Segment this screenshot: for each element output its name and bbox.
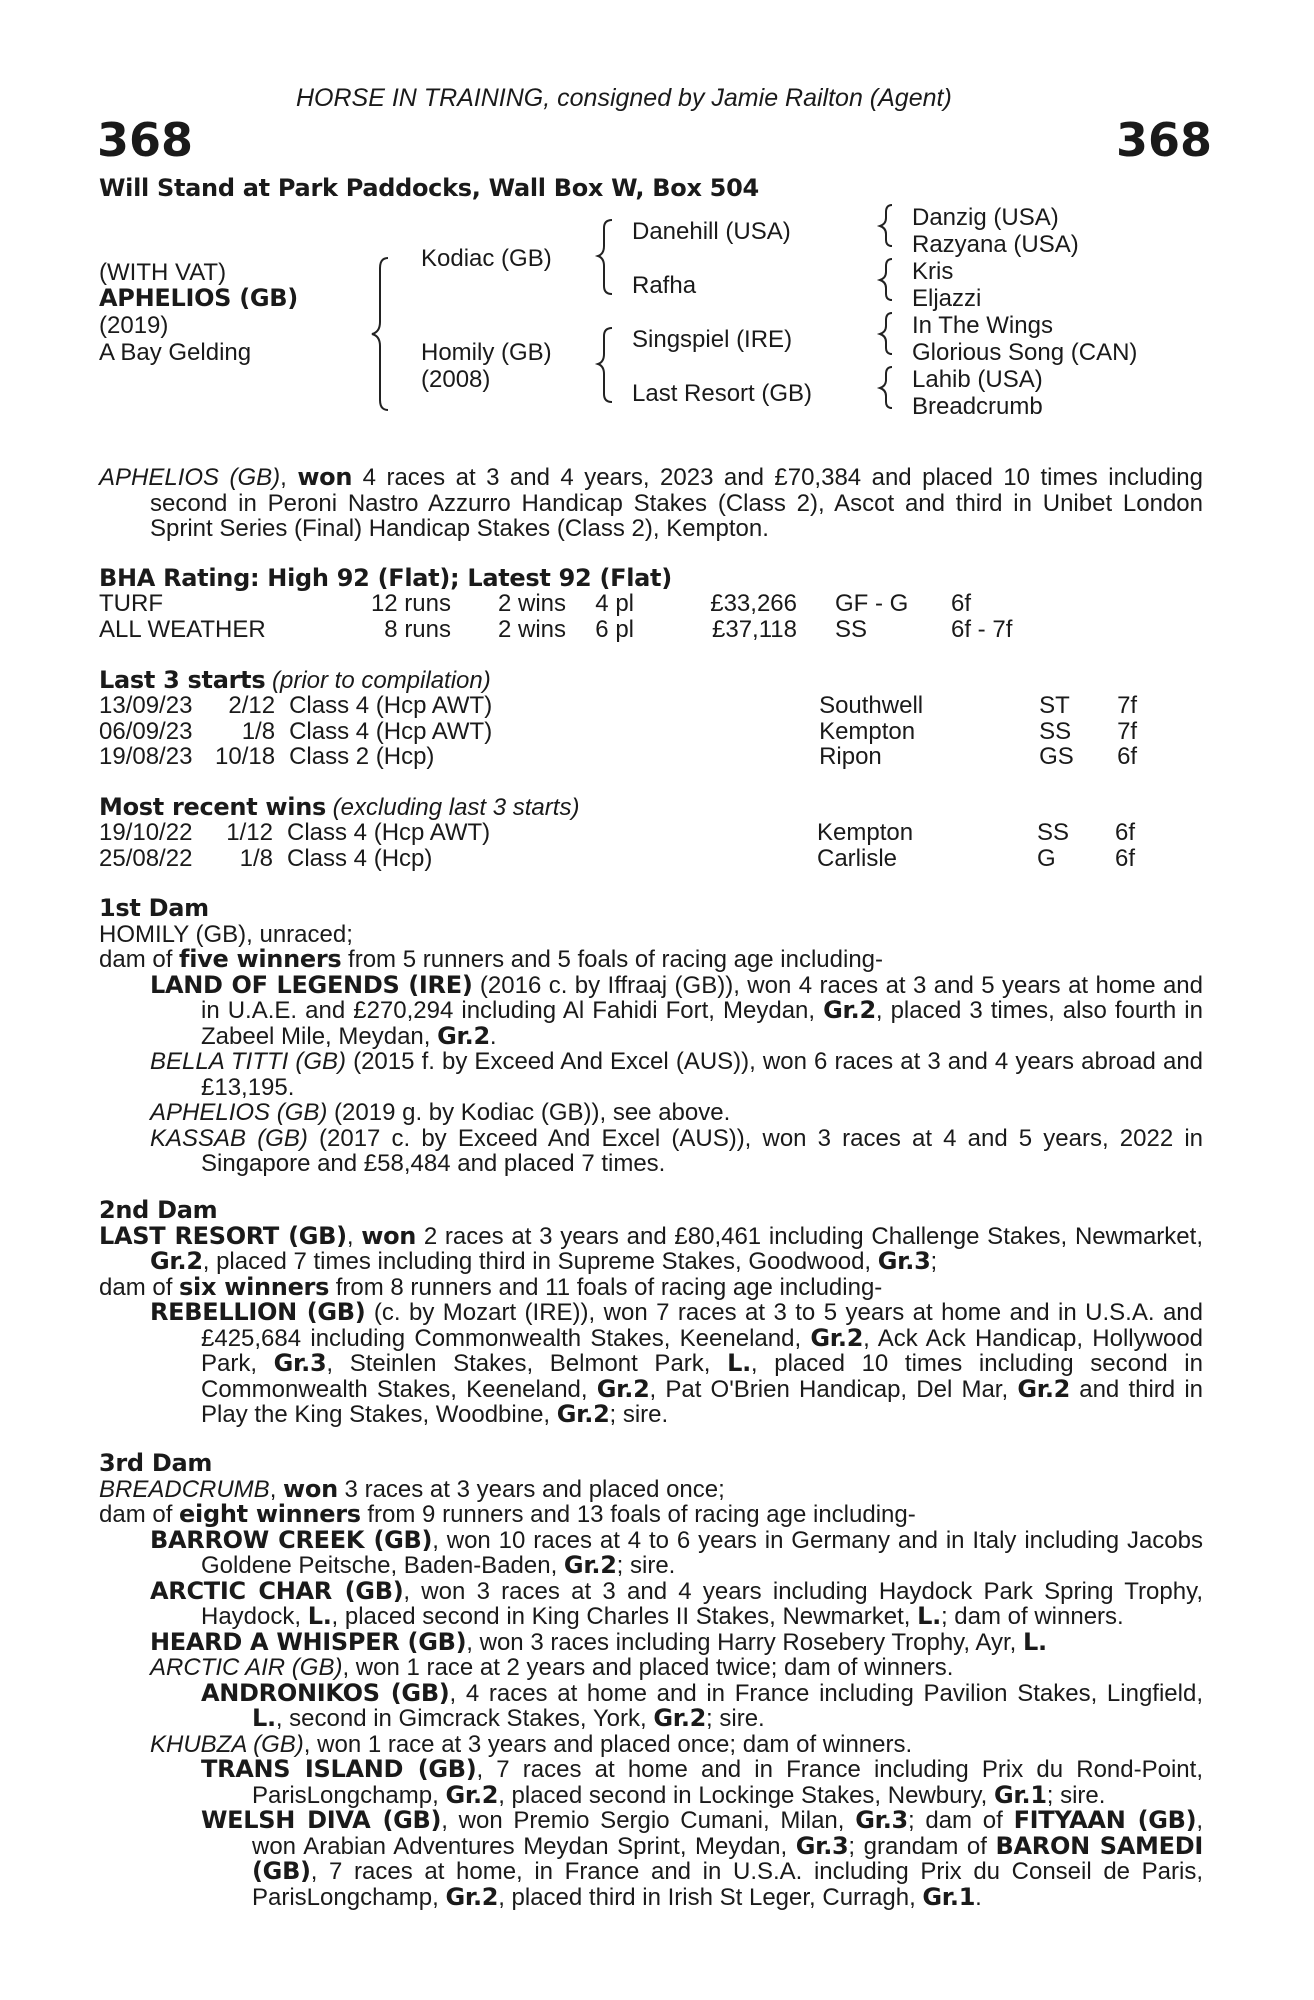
- t: six winners: [179, 1272, 330, 1301]
- t: BELLA TITTI (GB): [150, 1048, 346, 1075]
- t: ,: [346, 1222, 362, 1250]
- stat-wins: 2 wins: [497, 615, 566, 643]
- pedigree-sire: Kodiac (GB): [421, 245, 552, 272]
- t: WELSH DIVA (GB): [201, 1806, 442, 1834]
- pedigree-sire-dam: Rafha: [632, 272, 697, 299]
- win-date: 25/08/22: [99, 844, 193, 872]
- t: , placed second in Lockinge Stakes, Newbury,: [498, 1781, 995, 1809]
- stat-runs: 12 runs: [370, 590, 451, 617]
- t: Gr.2: [823, 996, 876, 1024]
- stat-placed: 4 pl: [595, 590, 634, 617]
- brace-g2: [880, 259, 892, 300]
- t: won: [361, 1221, 417, 1250]
- progeny-khubza: [150, 1732, 1203, 1758]
- brace-dam: [598, 328, 612, 402]
- t: REBELLION (GB): [150, 1298, 366, 1326]
- start-date: 19/08/23: [99, 743, 193, 770]
- t: Gr.2: [1017, 1374, 1071, 1403]
- win-going: G: [1037, 844, 1056, 872]
- win-going: SS: [1037, 819, 1070, 846]
- pedigree-gg-5: In The Wings: [912, 312, 1053, 339]
- t: (2016 c. by Iffraaj (GB)), won 4 races at 3 and 5 years at home and in U.A.E. and £270,294 including Al Fahidi Fort, Meydan,: [201, 971, 1204, 1024]
- first-dam-name: HOMILY (GB), unraced;: [99, 920, 353, 948]
- stat-placed: 6 pl: [595, 615, 634, 643]
- horse-year: (2019): [99, 312, 169, 339]
- t: FITYAAN (GB): [1013, 1806, 1197, 1834]
- stat-runs: 8 runs: [384, 615, 451, 643]
- summary-horse-name: APHELIOS (GB): [99, 464, 281, 491]
- t: , Steinlen Stakes, Belmont Park,: [326, 1350, 728, 1377]
- second-dam-section: [99, 1198, 1203, 1428]
- first-dam-produce: [99, 947, 1203, 973]
- win-distance: 6f: [1115, 844, 1136, 872]
- start-date: 06/09/23: [99, 717, 193, 745]
- t: (c. by Mozart (IRE)), won 7 races at 3 to 5 years at home and in U.S.A. and £425,684 including Commonwealth Stakes, Keeneland,: [201, 1299, 1203, 1352]
- win-race: Class 4 (Hcp AWT): [287, 819, 491, 846]
- stat-surface: TURF: [99, 590, 163, 617]
- t: TRANS ISLAND (GB): [201, 1755, 477, 1783]
- vat-label: (WITH VAT): [99, 259, 227, 286]
- pedigree-gg-7: Lahib (USA): [912, 366, 1043, 393]
- stat-surface: ALL WEATHER: [99, 615, 266, 643]
- t: ; sire.: [609, 1401, 669, 1428]
- lot-number-right: 368: [1116, 113, 1213, 167]
- t: won: [283, 1474, 338, 1503]
- win-row: [99, 820, 1135, 846]
- brace-g4: [880, 367, 892, 408]
- start-race: Class 4 (Hcp AWT): [289, 692, 493, 719]
- t: dam of: [99, 946, 180, 973]
- start-going: SS: [1039, 717, 1072, 745]
- t: ARCTIC CHAR (GB): [150, 1576, 404, 1605]
- progeny-andronikos: [201, 1678, 1203, 1732]
- second-dam-produce: [99, 1272, 1203, 1301]
- pedigree-gg-2: Razyana (USA): [912, 231, 1079, 258]
- progeny-bella-titti: [150, 1049, 1203, 1100]
- pedigree-dam-sire: Singspiel (IRE): [632, 326, 793, 353]
- t: ,: [269, 1475, 284, 1503]
- t: Gr.2: [810, 1323, 864, 1352]
- t: Gr.3: [273, 1349, 327, 1377]
- start-date: 13/09/23: [99, 692, 193, 719]
- t: Gr.2: [445, 1780, 499, 1809]
- t: Gr.2: [563, 1551, 617, 1579]
- last3-table: [99, 693, 1137, 770]
- t: Gr.2: [437, 1021, 490, 1050]
- progeny-rebellion: [150, 1300, 1203, 1428]
- t: , Ack Ack Handicap, Hollywood Park,: [201, 1324, 1204, 1377]
- t: LAST RESORT (GB): [99, 1221, 347, 1250]
- t: , second in Gimcrack Stakes, York,: [275, 1705, 654, 1732]
- win-row: [99, 846, 1135, 872]
- t: APHELIOS (GB): [150, 1099, 328, 1126]
- t: from 8 runners and 11 foals of racing age including-: [329, 1273, 883, 1301]
- start-row: [99, 693, 1137, 719]
- t: Gr.2: [556, 1400, 610, 1428]
- progeny-arctic-char: [150, 1576, 1203, 1630]
- summary-won: won: [297, 463, 353, 491]
- t: ; sire.: [1046, 1781, 1106, 1809]
- bha-rating-heading: BHA Rating: High 92 (Flat); Latest 92 (Flat): [99, 564, 672, 592]
- t: ; sire.: [706, 1705, 765, 1732]
- t: from 9 runners and 13 foals of racing age including-: [360, 1501, 916, 1528]
- start-course: Kempton: [819, 717, 916, 745]
- start-position: 10/18: [215, 743, 276, 770]
- second-dam-heading: 2nd Dam: [99, 1196, 218, 1224]
- start-race: Class 4 (Hcp AWT): [289, 717, 493, 745]
- t: , won 10 races at 4 to 6 years in Germany and in Italy including Jacobs Goldene Peitsche, Baden-Baden,: [201, 1526, 1203, 1579]
- t: Gr.3: [877, 1247, 931, 1275]
- progeny-arctic-air: [150, 1655, 1203, 1681]
- t: , won 3 races at 3 and 4 years including Haydock Park Spring Trophy, Haydock,: [201, 1577, 1203, 1630]
- start-position: 2/12: [228, 692, 276, 719]
- t: eight winners: [179, 1500, 361, 1528]
- last3-note: (prior to compilation): [271, 667, 491, 694]
- first-dam-heading: 1st Dam: [99, 894, 209, 922]
- last3-heading: [99, 668, 491, 694]
- stats-row-all-weather: [99, 617, 1012, 643]
- brace-g3: [880, 313, 892, 354]
- progeny-aphelios: [150, 1100, 1203, 1126]
- t: and third in Play the King Stakes, Woodbine,: [201, 1375, 1204, 1428]
- t: ANDRONIKOS (GB): [201, 1678, 450, 1707]
- t: Gr.2: [150, 1247, 203, 1275]
- start-row: [99, 744, 1137, 770]
- stat-prize: £37,118: [712, 615, 797, 643]
- third-dam-record: [99, 1474, 1203, 1503]
- t: , placed third in Irish St Leger, Curragh,: [498, 1883, 923, 1911]
- pedigree-gg-1: Danzig (USA): [912, 204, 1059, 231]
- t: (2015 f. by Exceed And Excel (AUS)), won 6 races at 3 and 4 years abroad and £13,195.: [201, 1048, 1204, 1101]
- t: .: [489, 1022, 497, 1050]
- third-dam-section: [99, 1451, 1203, 1910]
- progeny-land-of-legends: [150, 970, 1204, 1050]
- t: ; sire.: [616, 1552, 676, 1579]
- t: BARON SAMEDI (GB): [252, 1831, 1203, 1885]
- last3-title: Last 3 starts: [99, 666, 266, 694]
- brace-g1: [880, 205, 892, 246]
- stat-prize: £33,266: [710, 590, 797, 617]
- horse-name: APHELIOS (GB): [99, 284, 298, 312]
- t: dam of: [99, 1501, 180, 1528]
- t: 3 races at 3 years and placed once;: [337, 1475, 725, 1503]
- stat-wins: 2 wins: [497, 590, 566, 617]
- summary-text: 4 races at 3 and 4 years, 2023 and £70,384 and placed 10 times including second in Peroni Nastro Azzurro Handicap Stakes (Class 2), Ascot and third in Unibet London Sprint Series (Final) Handicap Stakes (Class 2), Kempton.: [150, 464, 1203, 542]
- t: KHUBZA (GB): [150, 1730, 304, 1758]
- t: (2017 c. by Exceed And Excel (AUS)), won 3 races at 4 and 5 years, 2022 in Singapore and £58,484 and placed 7 times.: [201, 1124, 1204, 1177]
- first-dam-section: [99, 896, 1203, 1177]
- lot-number-left: 368: [97, 113, 194, 167]
- t: L.: [252, 1704, 276, 1732]
- horse-description: A Bay Gelding: [99, 339, 252, 366]
- page-header-title: HORSE IN TRAINING, consigned by Jamie Railton (Agent): [296, 84, 952, 112]
- t: .: [975, 1883, 982, 1911]
- brace-main: [372, 258, 388, 410]
- t: , placed second in King Charles II Stakes, Newmarket,: [331, 1603, 918, 1630]
- t: dam of: [99, 1273, 180, 1301]
- bha-stats-table: [99, 591, 1012, 642]
- start-position: 1/8: [241, 717, 276, 745]
- race-summary: APHELIOS (GB), won 4 races at 3 and 4 years, 2023 and £70,384 and placed 10 times including second in Peroni Nastro Azzurro Handicap Stakes (Class 2), Ascot and third in Unibet London Sprint Series (Final) Handicap Stakes (Class 2), Kempton.: [99, 463, 1203, 542]
- stand-location: Will Stand at Park Paddocks, Wall Box W, Box 504: [99, 174, 759, 202]
- t: five winners: [179, 945, 342, 973]
- stat-going: SS: [835, 615, 868, 643]
- t: from 5 runners and 5 foals of racing age including-: [341, 946, 884, 973]
- t: KASSAB (GB): [150, 1124, 308, 1152]
- t: , placed 10 times including second in Commonwealth Stakes, Keeneland,: [201, 1350, 1203, 1403]
- t: L.: [727, 1349, 751, 1377]
- win-date: 19/10/22: [99, 819, 193, 846]
- start-row: [99, 719, 1137, 745]
- recent-note: (excluding last 3 starts): [332, 794, 580, 821]
- start-distance: 7f: [1117, 717, 1138, 745]
- pedigree-sire-sire: Danehill (USA): [632, 218, 791, 245]
- win-race: Class 4 (Hcp): [287, 844, 433, 872]
- t: L.: [1022, 1627, 1047, 1656]
- t: L.: [307, 1602, 332, 1630]
- t: , placed 7 times including third in Supreme Stakes, Goodwood,: [202, 1248, 878, 1275]
- progeny-barrow-creek: [150, 1525, 1203, 1579]
- t: , 4 races at home and in France including Pavilion Stakes, Lingfield,: [449, 1679, 1203, 1707]
- start-going: ST: [1039, 692, 1070, 719]
- brace-sire: [598, 220, 612, 294]
- progeny-trans-island: [201, 1757, 1203, 1808]
- t: L.: [917, 1602, 941, 1630]
- pedigree-dam: Homily (GB): [421, 339, 552, 366]
- t: , 7 races at home, in France and in U.S.A. including Prix du Conseil de Paris, ParisLongchamp,: [252, 1858, 1203, 1911]
- start-distance: 7f: [1117, 692, 1138, 719]
- win-course: Kempton: [817, 819, 914, 846]
- t: LAND OF LEGENDS (IRE): [150, 970, 473, 999]
- third-dam-produce: [99, 1502, 1203, 1528]
- start-distance: 6f: [1117, 743, 1138, 770]
- t: Gr.2: [445, 1882, 499, 1911]
- third-dam-heading: 3rd Dam: [99, 1449, 213, 1477]
- pedigree-dam-dam: Last Resort (GB): [632, 380, 813, 407]
- t: ;: [930, 1248, 938, 1275]
- start-race: Class 2 (Hcp): [289, 743, 435, 770]
- pedigree-gg-6: Glorious Song (CAN): [912, 339, 1138, 366]
- pedigree-gg-4: Eljazzi: [912, 285, 982, 312]
- win-course: Carlisle: [817, 844, 898, 872]
- t: ARCTIC AIR (GB): [150, 1654, 343, 1681]
- pedigree-dam-year: (2008): [421, 366, 491, 393]
- win-distance: 6f: [1115, 819, 1136, 846]
- start-going: GS: [1039, 743, 1074, 770]
- t: HEARD A WHISPER (GB): [150, 1627, 467, 1656]
- t: BARROW CREEK (GB): [150, 1525, 433, 1554]
- win-position: 1/8: [239, 844, 273, 872]
- t: (2019 g. by Kodiac (GB)), see above.: [327, 1099, 731, 1126]
- t: ; grandam of: [848, 1832, 996, 1860]
- t: BREADCRUMB: [99, 1475, 270, 1503]
- recent-title: Most recent wins: [99, 793, 326, 821]
- t: Gr.1: [994, 1780, 1047, 1809]
- t: , won Premio Sergio Cumani, Milan,: [441, 1807, 856, 1834]
- recent-wins-heading: [99, 795, 579, 821]
- stat-distance: 6f - 7f: [951, 615, 1013, 643]
- t: ; dam of: [907, 1807, 1014, 1834]
- t: , won 3 races including Harry Rosebery Trophy, Ayr,: [466, 1628, 1023, 1656]
- t: 2 races at 3 years and £80,461 including Challenge Stakes, Newmarket,: [416, 1222, 1203, 1250]
- start-course: Southwell: [819, 692, 924, 719]
- t: , Pat O'Brien Handicap, Del Mar,: [649, 1375, 1018, 1403]
- t: ; dam of winners.: [940, 1603, 1124, 1630]
- start-course: Ripon: [819, 743, 882, 770]
- recent-wins-table: [99, 820, 1135, 871]
- t: , 7 races at home and in France including Prix du Rond-Point, ParisLongchamp,: [252, 1756, 1203, 1809]
- t: , won 1 race at 3 years and placed once; dam of winners.: [303, 1730, 913, 1758]
- win-position: 1/12: [226, 819, 273, 846]
- t: Gr.3: [795, 1831, 849, 1860]
- t: Gr.3: [855, 1806, 908, 1834]
- t: , won Arabian Adventures Meydan Sprint, Meydan,: [252, 1807, 1204, 1860]
- t: Gr.1: [922, 1882, 976, 1911]
- t: , placed 3 times, also fourth in Zabeel Mile, Meydan,: [201, 997, 1203, 1050]
- stats-row-turf: [99, 591, 1012, 617]
- t: Gr.2: [596, 1374, 650, 1403]
- stat-going: GF - G: [835, 590, 909, 617]
- progeny-kassab: [150, 1126, 1203, 1177]
- pedigree-gg-3: Kris: [912, 258, 954, 285]
- progeny-heard-a-whisper: [150, 1627, 1203, 1656]
- t: , won 1 race at 2 years and placed twice; dam of winners.: [342, 1654, 954, 1681]
- progeny-welsh-diva: [201, 1808, 1203, 1910]
- pedigree-gg-8: Breadcrumb: [912, 393, 1043, 420]
- t: Gr.2: [653, 1704, 707, 1732]
- second-dam-record: [99, 1221, 1203, 1275]
- stat-distance: 6f: [951, 590, 972, 617]
